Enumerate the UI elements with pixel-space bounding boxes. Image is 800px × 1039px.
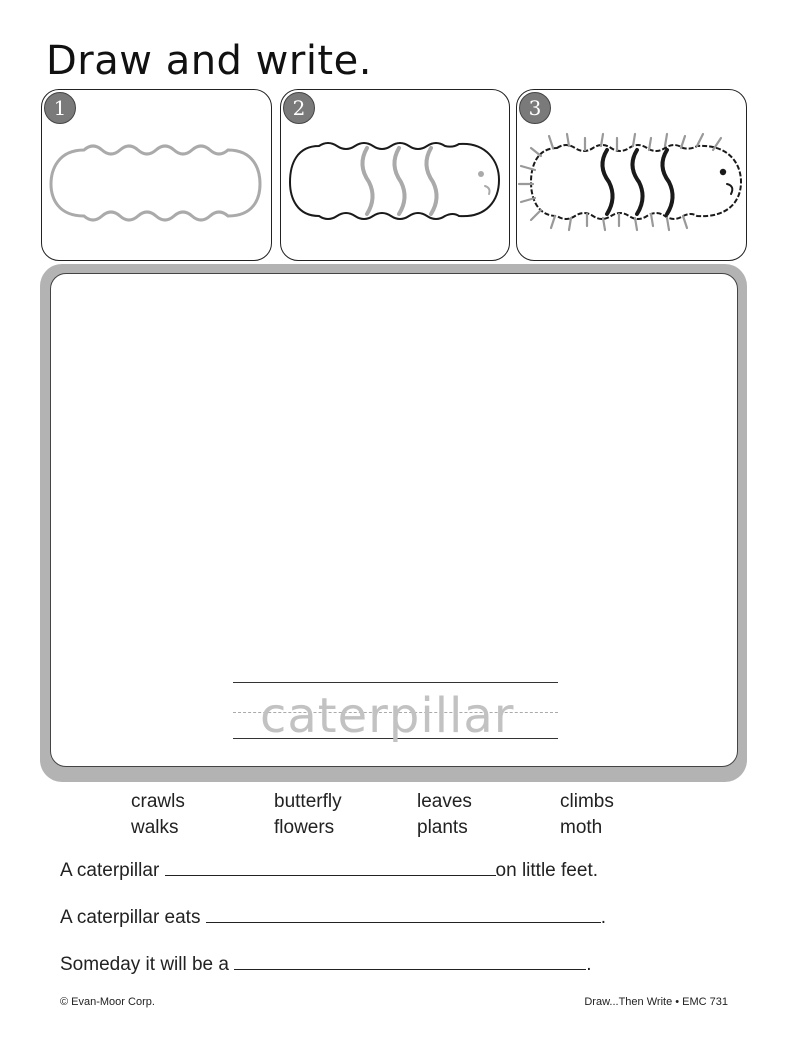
word-bank-item: climbs — [560, 791, 614, 812]
product-code-text: Draw...Then Write • EMC 731 — [584, 996, 728, 1008]
step-2-panel — [280, 89, 510, 261]
word-bank-item: leaves — [417, 791, 472, 812]
sentence-2-blank[interactable] — [206, 906, 601, 923]
caterpillar-segments-drawing — [281, 90, 511, 262]
step-3-badge: 3 — [519, 92, 551, 124]
trace-word-lines — [233, 676, 558, 746]
word-bank-item: moth — [560, 817, 603, 838]
step-1-panel — [41, 89, 272, 261]
sentence-2-start: A caterpillar eats — [60, 907, 206, 928]
copyright-text: © Evan-Moor Corp. — [60, 996, 155, 1008]
step-3-panel — [516, 89, 747, 261]
word-bank-item: plants — [417, 817, 468, 838]
caterpillar-body-outline-drawing — [42, 90, 273, 262]
sentence-2 — [60, 906, 606, 929]
word-bank-item: crawls — [131, 791, 185, 812]
step-1-badge: 1 — [44, 92, 76, 124]
word-bank-item: flowers — [274, 817, 335, 838]
sentence-1-blank[interactable] — [165, 859, 496, 876]
sentence-3-end: . — [586, 954, 592, 975]
caterpillar-finished-drawing — [517, 90, 748, 262]
sentence-3-blank[interactable] — [234, 953, 586, 970]
sentence-2-end: . — [600, 907, 607, 928]
trace-word: caterpillar — [260, 688, 515, 744]
sentence-1-start: A caterpillar — [60, 860, 165, 881]
word-bank — [131, 791, 691, 847]
top-line — [233, 682, 558, 683]
step-2-badge: 2 — [283, 92, 315, 124]
page-title: Draw and write. — [46, 38, 372, 84]
sentence-3 — [60, 953, 592, 976]
sentence-1-end: on little feet. — [495, 860, 598, 881]
sentence-3-start: Someday it will be a — [60, 954, 235, 975]
word-bank-item: walks — [131, 817, 179, 838]
sentence-1 — [60, 859, 598, 882]
word-bank-item: butterfly — [274, 791, 342, 812]
